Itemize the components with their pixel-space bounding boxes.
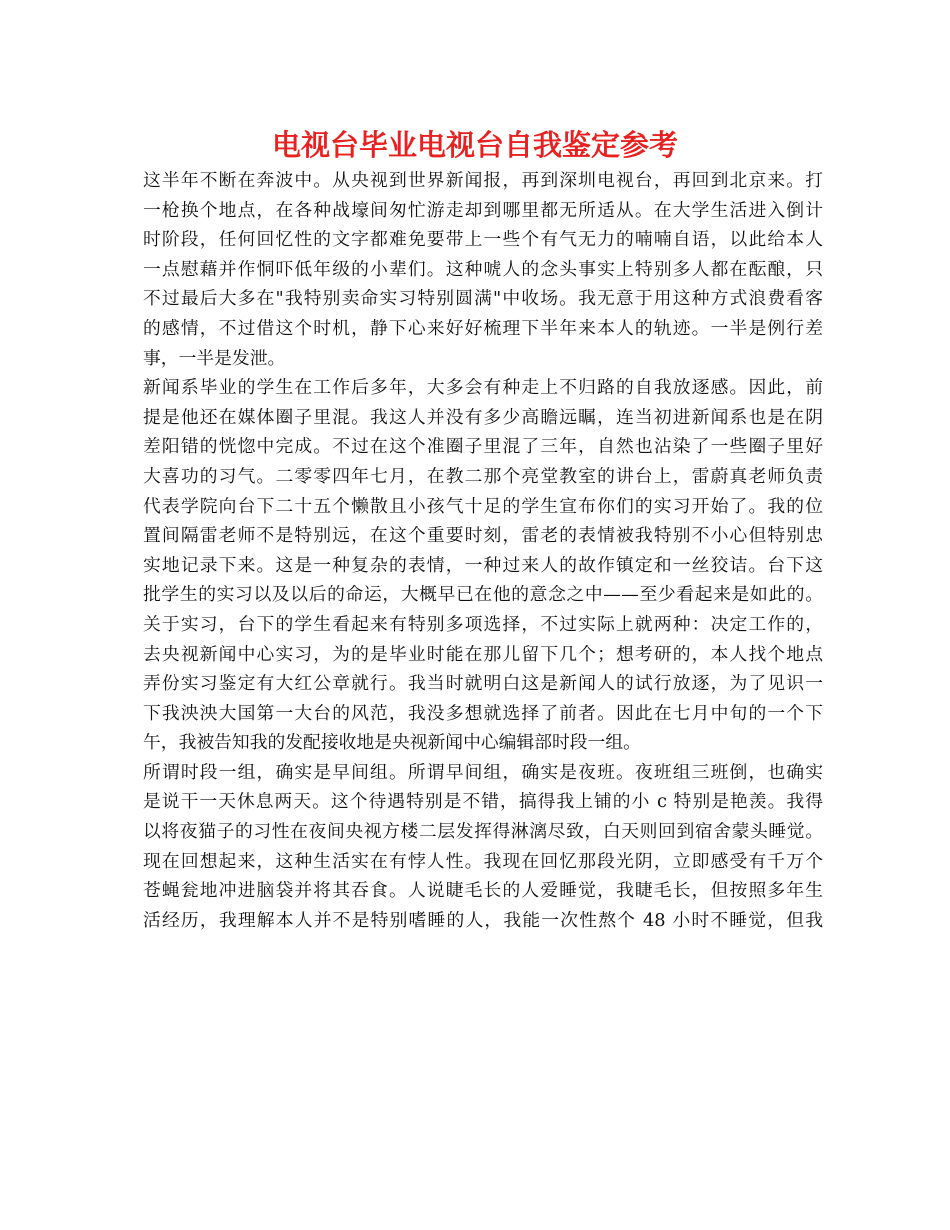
text-line: 现在回想起来，这种生活实在有悖人性。我现在回忆那段光阴，立即感受有千万个 (143, 850, 823, 872)
paragraph (143, 373, 823, 758)
text-line: 午，我被告知我的发配接收地是央视新闻中心编辑部时段一组。 (143, 732, 641, 754)
text-line: 代表学院向台下二十五个懒散且小孩气十足的学生宣布你们的实习开始了。我的位 (143, 495, 823, 517)
text-line: 新闻系毕业的学生在工作后多年，大多会有种走上不归路的自我放逐感。因此，前 (143, 377, 823, 399)
text-line: 苍蝇瓮地冲进脑袋并将其吞食。人说睫毛长的人爱睡觉，我睫毛长，但按照多年生 (143, 880, 823, 902)
text-line: 实地记录下来。这是一种复杂的表情，一种过来人的故作镇定和一丝狡诘。台下这 (143, 554, 823, 576)
text-line: 下我泱泱大国第一大台的风范，我没多想就选择了前者。因此在七月中旬的一个下 (143, 702, 823, 724)
text-line: 提是他还在媒体圈子里混。我这人并没有多少高瞻远瞩，连当初进新闻系也是在阴 (143, 406, 823, 428)
paragraph (143, 166, 823, 373)
text-line: 关于实习，台下的学生看起来有特别多项选择，不过实际上就两种：决定工作的， (143, 613, 823, 635)
text-line: 事，一半是发泄。 (143, 347, 286, 369)
text-line: 弄份实习鉴定有大红公章就行。我当时就明白这是新闻人的试行放逐，为了见识一 (143, 673, 823, 695)
text-line: 一枪换个地点，在各种战壕间匆忙游走却到哪里都无所适从。在大学生活进入倒计 (143, 199, 823, 221)
text-line: 批学生的实习以及以后的命运，大概早已在他的意念之中——至少看起来是如此的。 (143, 584, 823, 606)
text-line: 是说干一天休息两天。这个待遇特别是不错，搞得我上铺的小 c 特别是艳羡。我得 (143, 791, 823, 813)
text-line: 去央视新闻中心实习，为的是毕业时能在那儿留下几个；想考研的，本人找个地点 (143, 643, 823, 665)
text-line: 以将夜猫子的习性在夜间央视方楼二层发挥得淋漓尽致，白天则回到宿舍蒙头睡觉。 (143, 821, 823, 843)
document-body (143, 166, 823, 935)
text-line: 差阳错的恍惚中完成。不过在这个准圈子里混了三年，自然也沾染了一些圈子里好 (143, 436, 823, 458)
text-line: 活经历，我理解本人并不是特别嗜睡的人，我能一次性熬个 48 小时不睡觉，但我 (143, 909, 823, 931)
text-line: 大喜功的习气。二零零四年七月，在教二那个亮堂教室的讲台上，雷蔚真老师负责 (143, 465, 823, 487)
text-line: 一点慰藉并作恫吓低年级的小辈们。这种唬人的念头事实上特别多人都在酝酿，只 (143, 258, 823, 280)
text-line: 这半年不断在奔波中。从央视到世界新闻报，再到深圳电视台，再回到北京来。打 (143, 170, 823, 191)
paragraph (143, 758, 823, 936)
text-line: 所谓时段一组，确实是早间组。所谓早间组，确实是夜班。夜班组三班倒，也确实 (143, 761, 823, 783)
text-line: 不过最后大多在"我特别卖命实习特别圆满"中收场。我无意于用这种方式浪费看客 (143, 288, 823, 310)
text-line: 时阶段，任何回忆性的文字都难免要带上一些个有气无力的喃喃自语，以此给本人 (143, 229, 823, 251)
text-line: 置间隔雷老师不是特别远，在这个重要时刻，雷老的表情被我特别不小心但特别忠 (143, 525, 823, 547)
text-line: 的感情，不过借这个时机，静下心来好好梳理下半年来本人的轨迹。一半是例行差 (143, 317, 823, 339)
document-title: 电视台毕业电视台自我鉴定参考 (271, 128, 678, 162)
